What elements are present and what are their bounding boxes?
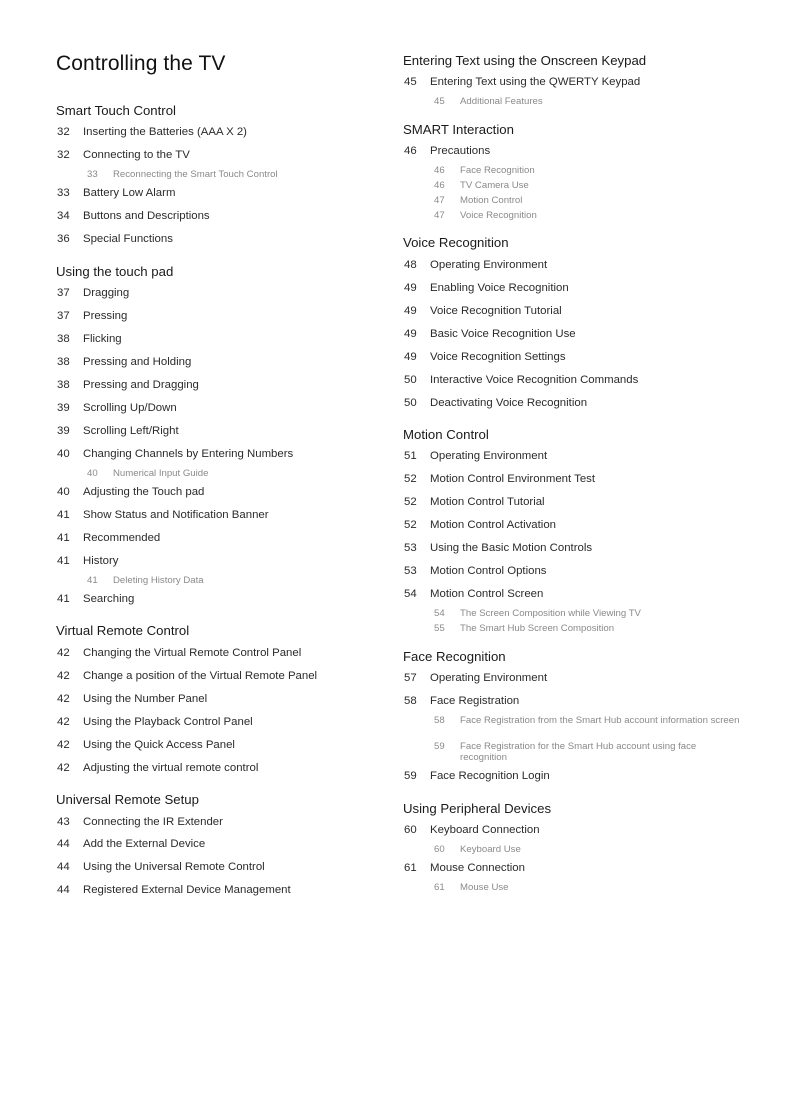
page-number: 33 — [87, 169, 98, 180]
page-number: 59 — [434, 741, 445, 752]
entry-label: Motion Control Environment Test — [430, 473, 596, 485]
entry-label: Enabling Voice Recognition — [430, 282, 569, 294]
page-number: 40 — [87, 468, 98, 479]
page-number: 60 — [404, 824, 417, 836]
page-number: 42 — [57, 716, 70, 728]
entry-label: Face Registration from the Smart Hub account information screen — [460, 715, 740, 726]
page-number: 52 — [404, 473, 417, 485]
page-number: 39 — [57, 425, 70, 437]
entry-label: Dragging — [83, 287, 130, 299]
page-number: 42 — [57, 762, 70, 774]
entry-label: Interactive Voice Recognition Commands — [430, 374, 639, 386]
page-number: 33 — [57, 187, 70, 199]
page-number: 54 — [434, 608, 445, 619]
section-heading: Smart Touch Control — [56, 103, 176, 118]
page-number: 52 — [404, 496, 417, 508]
page-number: 49 — [404, 328, 417, 340]
section-heading: Using Peripheral Devices — [403, 801, 552, 816]
entry-label: Changing the Virtual Remote Control Panel — [83, 647, 302, 659]
entry-label: Deleting History Data — [113, 575, 204, 586]
page-number: 42 — [57, 647, 70, 659]
page-number: 47 — [434, 210, 445, 221]
entry-label: Voice Recognition Settings — [430, 351, 566, 363]
page-number: 55 — [434, 623, 445, 634]
page-number: 39 — [57, 402, 70, 414]
page-number: 61 — [434, 882, 445, 893]
page-number: 45 — [404, 76, 417, 88]
page-number: 46 — [404, 145, 417, 157]
entry-label: Numerical Input Guide — [113, 468, 209, 479]
entry-label: Using the Number Panel — [83, 693, 208, 705]
page-number: 60 — [434, 844, 445, 855]
page-number: 59 — [404, 770, 417, 782]
page-number: 45 — [434, 96, 445, 107]
entry-label: Operating Environment — [430, 672, 548, 684]
page-number: 44 — [57, 838, 70, 850]
page-number: 49 — [404, 351, 417, 363]
page-number: 37 — [57, 310, 70, 322]
page-number: 38 — [57, 356, 70, 368]
entry-label: Registered External Device Management — [83, 884, 291, 896]
entry-label: Voice Recognition — [460, 210, 537, 221]
page-number: 57 — [404, 672, 417, 684]
page-number: 50 — [404, 397, 417, 409]
entry-label: Voice Recognition Tutorial — [430, 305, 562, 317]
section-heading: Using the touch pad — [56, 264, 174, 279]
page-number: 42 — [57, 739, 70, 751]
entry-label: Precautions — [430, 145, 491, 157]
entry-label: Motion Control Tutorial — [430, 496, 545, 508]
entry-label: Scrolling Up/Down — [83, 402, 177, 414]
page-number: 41 — [87, 575, 98, 586]
entry-label: Show Status and Notification Banner — [83, 509, 269, 521]
page-number: 40 — [57, 486, 70, 498]
entry-label: Using the Basic Motion Controls — [430, 542, 593, 554]
entry-label: Basic Voice Recognition Use — [430, 328, 576, 340]
page-number: 50 — [404, 374, 417, 386]
page-number: 49 — [404, 305, 417, 317]
page-number: 52 — [404, 519, 417, 531]
entry-label: Face Recognition Login — [430, 770, 550, 782]
page-number: 53 — [404, 542, 417, 554]
entry-label: Entering Text using the QWERTY Keypad — [430, 76, 641, 88]
page-number: 34 — [57, 210, 70, 222]
page-number: 53 — [404, 565, 417, 577]
entry-label: Add the External Device — [83, 838, 206, 850]
page-number: 41 — [57, 593, 70, 605]
page-number: 46 — [434, 165, 445, 176]
page-number: 42 — [57, 693, 70, 705]
entry-label: Changing Channels by Entering Numbers — [83, 448, 294, 460]
entry-label: Using the Playback Control Panel — [83, 716, 253, 728]
entry-label: Connecting the IR Extender — [83, 816, 223, 828]
entry-label: Pressing — [83, 310, 128, 322]
entry-label: Reconnecting the Smart Touch Control — [113, 169, 278, 180]
entry-label: Connecting to the TV — [83, 149, 190, 161]
entry-label: Searching — [83, 593, 135, 605]
page-number: 48 — [404, 259, 417, 271]
page-number: 58 — [434, 715, 445, 726]
page-number: 38 — [57, 379, 70, 391]
entry-label: Motion Control — [460, 195, 523, 206]
entry-label: Special Functions — [83, 233, 173, 245]
page-number: 41 — [57, 532, 70, 544]
entry-label: Keyboard Use — [460, 844, 521, 855]
page-number: 36 — [57, 233, 70, 245]
entry-label: TV Camera Use — [460, 180, 529, 191]
page-number: 32 — [57, 149, 70, 161]
page-title: Controlling the TV — [56, 52, 226, 75]
entry-label: Pressing and Holding — [83, 356, 192, 368]
entry-label: Operating Environment — [430, 450, 548, 462]
entry-label: Motion Control Screen — [430, 588, 544, 600]
entry-label: Mouse Connection — [430, 862, 525, 874]
entry-label: Change a position of the Virtual Remote Panel — [83, 670, 318, 682]
page-number: 43 — [57, 816, 70, 828]
section-heading: Voice Recognition — [403, 235, 509, 250]
page-number: 41 — [57, 555, 70, 567]
entry-label: Recommended — [83, 532, 161, 544]
page-number: 47 — [434, 195, 445, 206]
entry-label: The Screen Composition while Viewing TV — [460, 608, 641, 619]
entry-label: Deactivating Voice Recognition — [430, 397, 588, 409]
page-number: 41 — [57, 509, 70, 521]
entry-label: Operating Environment — [430, 259, 548, 271]
section-heading: SMART Interaction — [403, 122, 514, 137]
entry-label: Buttons and Descriptions — [83, 210, 210, 222]
page-number: 42 — [57, 670, 70, 682]
entry-label: Adjusting the virtual remote control — [83, 762, 259, 774]
entry-label: Additional Features — [460, 96, 543, 107]
entry-label: Inserting the Batteries (AAA X 2) — [83, 126, 247, 138]
page-number: 61 — [404, 862, 417, 874]
page-number: 46 — [434, 180, 445, 191]
entry-label: Pressing and Dragging — [83, 379, 199, 391]
page-number: 38 — [57, 333, 70, 345]
entry-label: Adjusting the Touch pad — [83, 486, 205, 498]
page-number: 51 — [404, 450, 417, 462]
page-number: 37 — [57, 287, 70, 299]
page-number: 49 — [404, 282, 417, 294]
entry-label: Flicking — [83, 333, 122, 345]
page-number: 40 — [57, 448, 70, 460]
entry-label: History — [83, 555, 119, 567]
page-number: 44 — [57, 884, 70, 896]
entry-label: The Smart Hub Screen Composition — [460, 623, 615, 634]
entry-label: Keyboard Connection — [430, 824, 540, 836]
entry-label: Mouse Use — [460, 882, 509, 893]
entry-label: Using the Quick Access Panel — [83, 739, 235, 751]
entry-label: Motion Control Options — [430, 565, 547, 577]
section-heading: Entering Text using the Onscreen Keypad — [403, 53, 647, 68]
entry-label: Face Registration — [430, 695, 520, 707]
section-heading: Universal Remote Setup — [56, 792, 199, 807]
page-number: 54 — [404, 588, 417, 600]
page-number: 32 — [57, 126, 70, 138]
entry-label: Scrolling Left/Right — [83, 425, 179, 437]
entry-label: Face Recognition — [460, 165, 535, 176]
entry-label: Battery Low Alarm — [83, 187, 176, 199]
entry-label: Motion Control Activation — [430, 519, 556, 531]
section-heading: Face Recognition — [403, 649, 506, 664]
entry-label: Using the Universal Remote Control — [83, 861, 265, 873]
page-number: 58 — [404, 695, 417, 707]
section-heading: Motion Control — [403, 427, 489, 442]
page-number: 44 — [57, 861, 70, 873]
entry-label: Face Registration for the Smart Hub account using face recognition — [460, 741, 697, 763]
section-heading: Virtual Remote Control — [56, 623, 190, 638]
